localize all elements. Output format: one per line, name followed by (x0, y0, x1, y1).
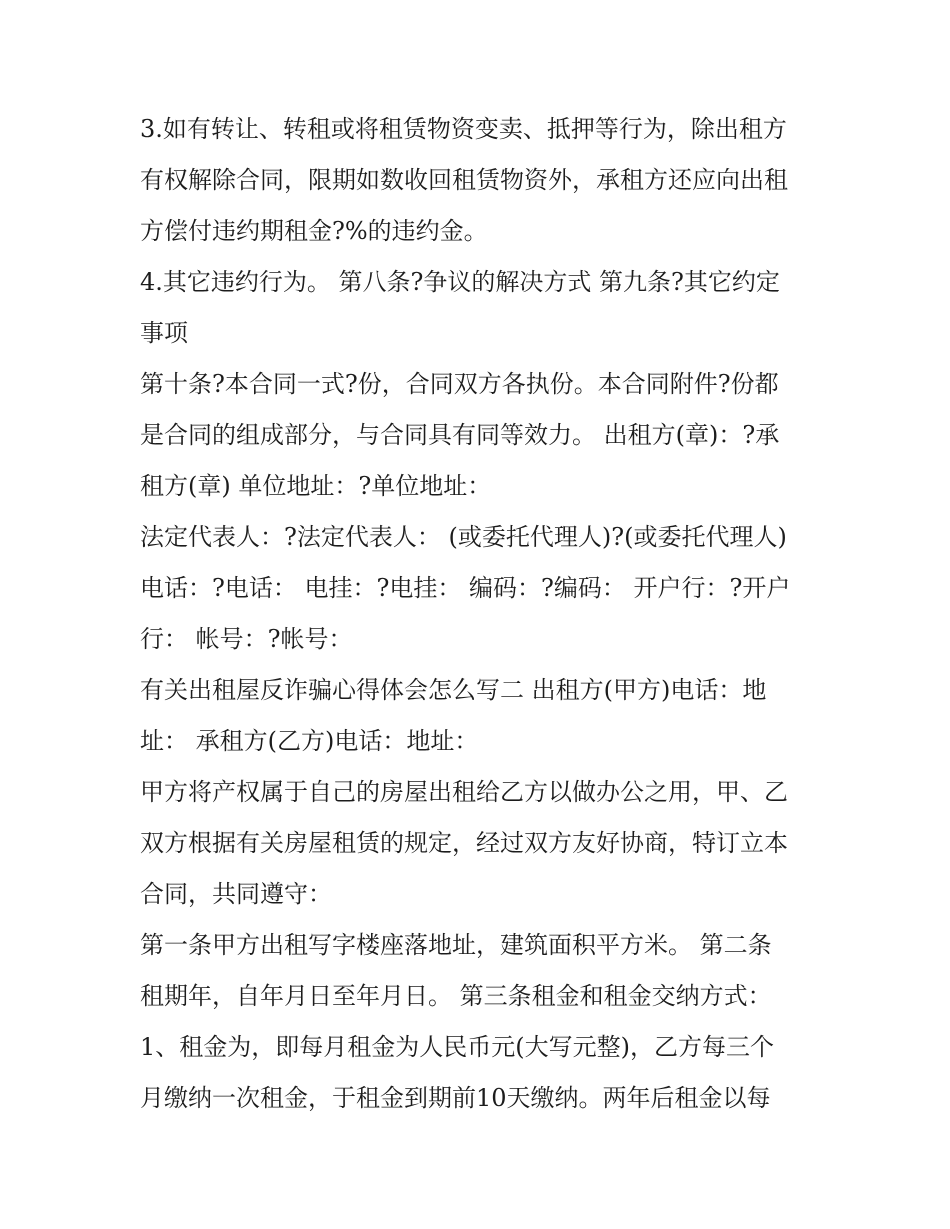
text-line: 事项 (140, 319, 188, 347)
text-line: 甲方将产权属于自己的房屋出租给乙方以做办公之用，甲、乙 (140, 778, 788, 806)
text-line: 电话：?电话： 电挂：?电挂： 编码：?编码： 开户行：?开户 (140, 574, 791, 602)
paragraph-second-contract-heading (140, 665, 820, 767)
document-body (140, 104, 820, 1124)
text-line: 合同，共同遵守： (140, 880, 332, 908)
paragraph-article-ten (140, 359, 820, 512)
paragraph-breach-transfer (140, 104, 820, 257)
text-line: 第一条甲方出租写字楼座落地址，建筑面积平方米。 第二条 (140, 931, 772, 959)
text-line: 法定代表人：?法定代表人： (或委托代理人)?(或委托代理人) (140, 523, 787, 551)
text-line: 是合同的组成部分，与合同具有同等效力。 出租方(章)：?承 (140, 421, 780, 449)
paragraph-preamble (140, 767, 820, 920)
paragraph-signatory-details (140, 512, 820, 665)
text-line: 3.如有转让、转租或将租赁物资变卖、抵押等行为，除出租方 (140, 115, 787, 143)
paragraph-other-breach (140, 257, 820, 359)
text-line: 1、租金为，即每月租金为人民币元(大写元整)，乙方每三个 (140, 1033, 774, 1061)
paragraph-articles-one-to-three (140, 920, 820, 1022)
text-line: 方偿付违约期租金?%的违约金。 (140, 217, 488, 245)
text-line: 4.其它违约行为。 第八条?争议的解决方式 第九条?其它约定 (140, 268, 780, 296)
text-line: 第十条?本合同一式?份，合同双方各执份。本合同附件?份都 (140, 370, 779, 398)
text-line: 租期年，自年月日至年月日。 第三条租金和租金交纳方式： (140, 982, 772, 1010)
text-line: 双方根据有关房屋租赁的规定，经过双方友好协商，特订立本 (140, 829, 788, 857)
text-line: 行： 帐号：?帐号： (140, 625, 353, 653)
paragraph-rent-terms (140, 1022, 820, 1124)
text-line: 租方(章) 单位地址：?单位地址： (140, 472, 492, 500)
text-line: 有关出租屋反诈骗心得体会怎么写二 出租方(甲方)电话：地 (140, 676, 767, 704)
text-line: 月缴纳一次租金，于租金到期前10天缴纳。两年后租金以每 (140, 1084, 771, 1112)
text-line: 有权解除合同，限期如数收回租赁物资外，承租方还应向出租 (140, 166, 788, 194)
text-line: 址： 承租方(乙方)电话：地址： (140, 727, 479, 755)
